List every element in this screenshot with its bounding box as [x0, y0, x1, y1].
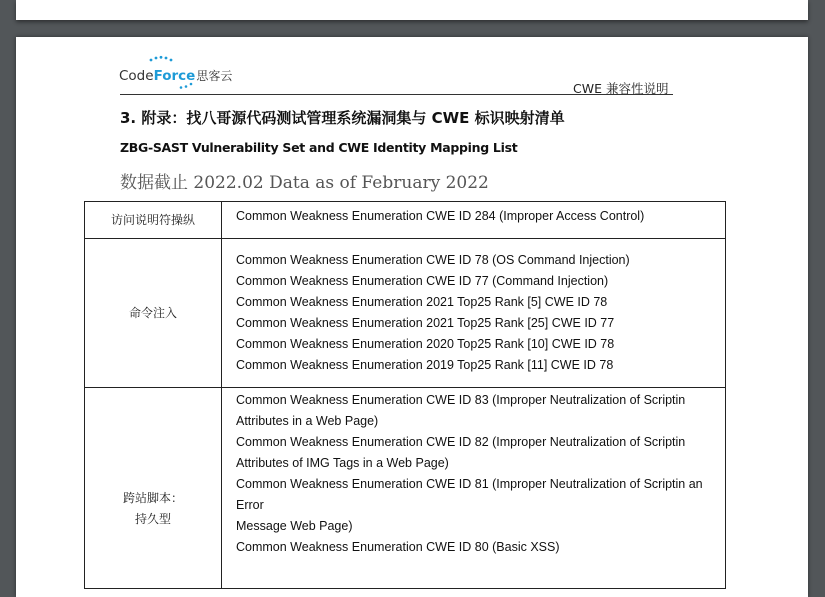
entries-cell: [222, 239, 726, 388]
category-label: 持久型: [134, 512, 171, 526]
cwe-entry: Common Weakness Enumeration CWE ID 81 (Improper Neutralization of Scriptin an Error: [236, 477, 703, 512]
category-label: 跨站脚本：: [122, 491, 183, 505]
category-label: 访问说明符操纵: [110, 212, 195, 227]
cwe-entry: Common Weakness Enumeration 2021 Top25 Rank [25] CWE ID 77: [236, 316, 615, 330]
logo-wordmark: CodeForce思客云: [119, 68, 233, 84]
header-rule: [120, 94, 673, 95]
category-label: 命令注入: [128, 305, 177, 320]
cwe-entry: Common Weakness Enumeration CWE ID 82 (Improper Neutralization of Scriptin: [236, 435, 686, 449]
cwe-entry: Common Weakness Enumeration 2020 Top25 Rank [10] CWE ID 78: [236, 337, 615, 351]
cwe-entry: Attributes of IMG Tags in a Web Page): [236, 456, 449, 470]
cwe-entry: Common Weakness Enumeration CWE ID 284 (Improper Access Control): [236, 208, 645, 223]
cwe-entry: Message Web Page): [236, 519, 353, 533]
section-subtitle: ZBG-SAST Vulnerability Set and CWE Identity Mapping List: [120, 140, 518, 155]
cwe-entry: Attributes in a Web Page): [236, 414, 379, 428]
cwe-entry: Common Weakness Enumeration CWE ID 78 (OS Command Injection): [236, 253, 630, 267]
cwe-entry: Common Weakness Enumeration 2021 Top25 Rank [5] CWE ID 78: [236, 295, 608, 309]
table-row: [85, 202, 726, 239]
cwe-entry: Common Weakness Enumeration CWE ID 80 (Basic XSS): [236, 540, 560, 554]
table-row: [85, 388, 726, 589]
previous-page-bottom: [16, 0, 808, 20]
entries-cell: [222, 388, 726, 589]
category-cell: [85, 202, 222, 239]
cwe-entry: Common Weakness Enumeration CWE ID 83 (Improper Neutralization of Scriptin: [236, 393, 686, 407]
data-date-line: 数据截止 2022.02 Data as of February 2022: [120, 173, 489, 193]
table-row: [85, 239, 726, 388]
cwe-mapping-table: [84, 201, 726, 589]
cwe-entry: Common Weakness Enumeration 2019 Top25 Rank [11] CWE ID 78: [236, 358, 614, 372]
cwe-entry: Common Weakness Enumeration CWE ID 77 (Command Injection): [236, 274, 609, 288]
section-title: 3. 附录：找八哥源代码测试管理系统漏洞集与 CWE 标识映射清单: [120, 109, 565, 127]
doc-title: CWE 兼容性说明: [573, 81, 669, 96]
entries-cell: [222, 202, 726, 239]
category-cell: [85, 388, 222, 589]
category-cell: [85, 239, 222, 388]
